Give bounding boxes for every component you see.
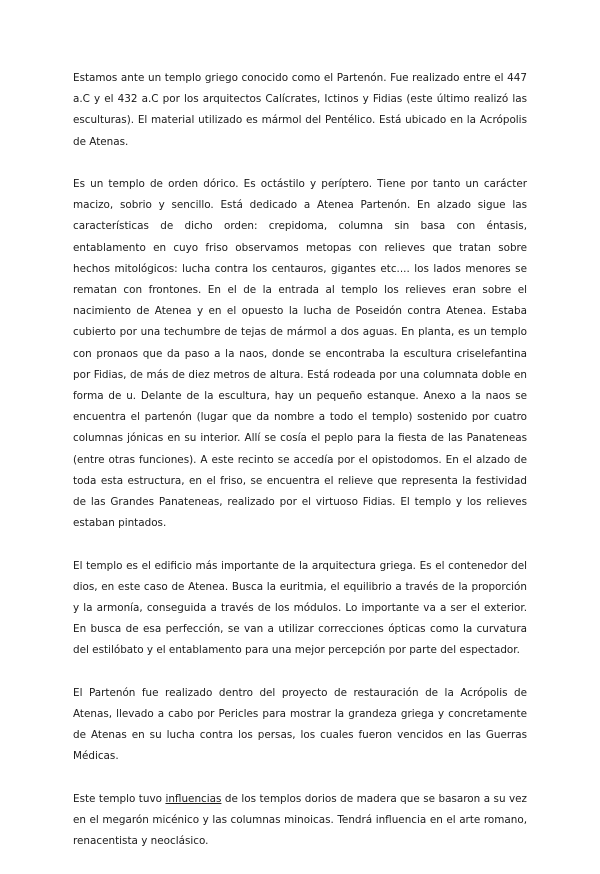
paragraph-context: El Partenón fue realizado dentro del proyecto de restauración de la Acrópolis de Atenas, llevado a cabo por Pericles para mostrar la grandeza griega y concretamente de Atenas en su lucha contra los persas, los cuales fueron vencidos en las Guerras Médicas. — [73, 686, 527, 763]
influences-text-after: de los templos dorios de madera que se basaron a su vez en el megarón micénico y las columnas minoicas. Tendrá influencia en el arte romano, renacentista y neoclásico. — [73, 792, 527, 848]
paragraph-description: Es un templo de orden dórico. Es octástilo y períptero. Tiene por tanto un carácter macizo, sobrio y sencillo. Está dedicado a Atenea Partenón. En alzado sigue las características de dicho orden: crepidoma, columna sin basa con éntasis, entablamento en cuyo friso observamos metopas con relieves que tratan sobre hechos mitológicos: lucha contra los centauros, gigantes etc.... los lados menores se rematan con frontones. En el de la entrada al templo los relieves eran sobre el nacimiento de Atenea y en el opuesto la lucha de Poseidón contra Atenea. Estaba cubierto por una techumbre de tejas de mármol a dos aguas. En planta, es un templo con pronaos que da paso a la naos, donde se encontraba la escultura criselefantina por Fidias, de más de diez metros de altura. Está rodeada por una columnata doble en forma de u. Delante de la escultura, hay un pequeño estanque. Anexo a la naos se encuentra el partenón (lugar que da nombre a todo el templo) sostenido por cuatro columnas jónicas en su interior. Allí se cosía el peplo para la fiesta de las Panateneas (entre otras funciones). A este recinto se accedía por el opistodomos. En el alzado de toda esta estructura, en el friso, se encuentra el relieve que representa la festividad de las Grandes Panateneas, realizado por el virtuoso Fidias. El templo y los relieves estaban pintados. — [73, 178, 527, 530]
paragraph-intro: Estamos ante un templo griego conocido como el Partenón. Fue realizado entre el 447 a.C y el 432 a.C por los arquitectos Calícrates, Ictinos y Fidias (este último realizó las esculturas). El material utilizado es mármol del Pentélico. Está ubicado en la Acrópolis de Atenas. — [73, 72, 527, 148]
influences-text-before: Este templo tuvo — [73, 792, 166, 805]
influences-link[interactable]: influencias — [165, 792, 222, 805]
paragraph-temple-importance: El templo es el edificio más importante de la arquitectura griega. Es el contenedor del dios, en este caso de Atenea. Busca la euritmia, el equilibrio a través de la proporción y la armonía, conseguida a través de los módulos. Lo importante va a ser el exterior. En busca de esa perfección, se van a utilizar correcciones ópticas como la curvatura del estilóbato y el entablamento para una mejor percepción por parte del espectador. — [73, 559, 527, 657]
paragraph-influences — [73, 789, 527, 853]
document-page — [73, 68, 527, 874]
